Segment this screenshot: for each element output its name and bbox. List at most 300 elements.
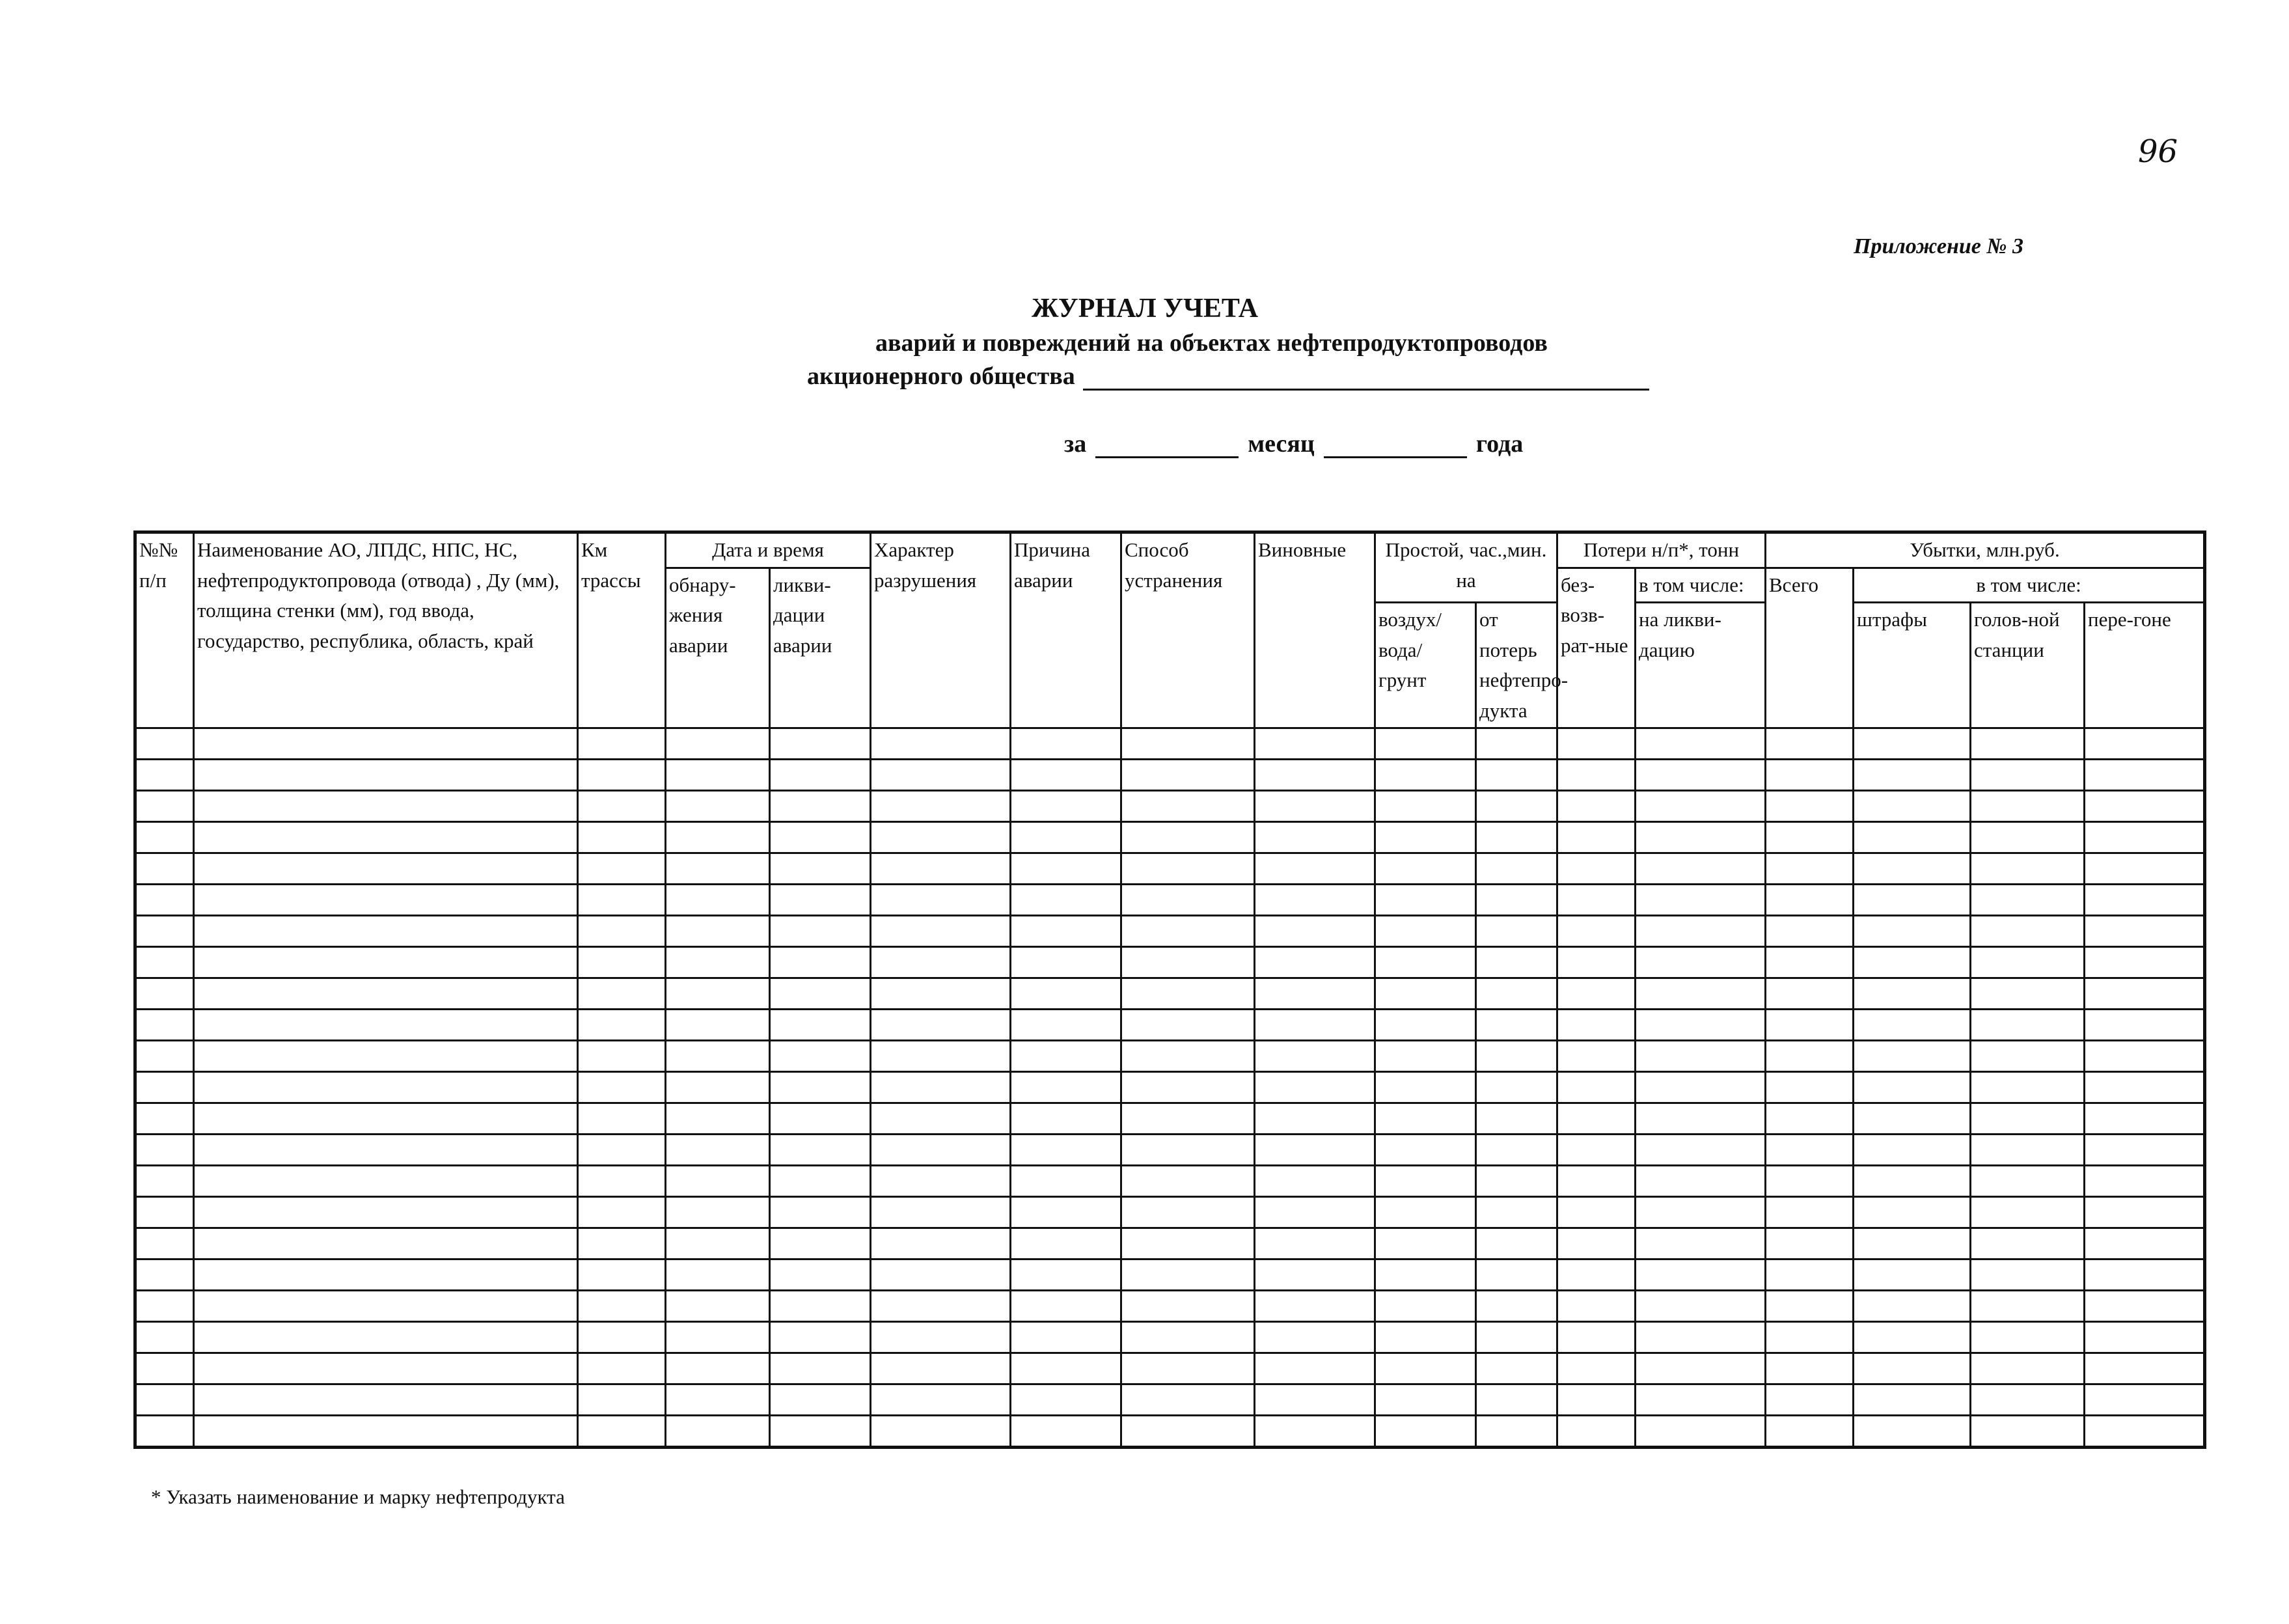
table-cell[interactable] [1375,1322,1476,1353]
table-cell[interactable] [1557,1259,1636,1291]
table-cell[interactable] [1011,1103,1121,1135]
table-cell[interactable] [666,1228,770,1259]
table-cell[interactable] [1557,1197,1636,1228]
table-cell[interactable] [194,1135,578,1166]
table-cell[interactable] [1557,1228,1636,1259]
table-cell[interactable] [1375,885,1476,916]
table-cell[interactable] [1121,1259,1255,1291]
table-cell[interactable] [1476,1228,1557,1259]
table-cell[interactable] [1766,1197,1854,1228]
table-cell[interactable] [2085,916,2205,947]
table-cell[interactable] [135,1072,194,1103]
table-cell[interactable] [1971,1166,2085,1197]
table-cell[interactable] [1971,885,2085,916]
table-cell[interactable] [135,1103,194,1135]
table-cell[interactable] [1375,1166,1476,1197]
table-cell[interactable] [1557,1103,1636,1135]
table-cell[interactable] [194,1416,578,1448]
table-cell[interactable] [770,1322,871,1353]
table-cell[interactable] [578,1228,666,1259]
table-cell[interactable] [871,1353,1011,1384]
table-cell[interactable] [1766,1228,1854,1259]
table-cell[interactable] [1375,853,1476,885]
table-cell[interactable] [1766,1259,1854,1291]
table-cell[interactable] [1766,1322,1854,1353]
table-cell[interactable] [871,1010,1011,1041]
table-cell[interactable] [1255,1197,1375,1228]
table-cell[interactable] [1255,1135,1375,1166]
table-cell[interactable] [1971,822,2085,853]
table-cell[interactable] [1636,1072,1766,1103]
table-cell[interactable] [1557,760,1636,791]
table-cell[interactable] [871,1197,1011,1228]
table-cell[interactable] [135,1322,194,1353]
table-cell[interactable] [1011,1166,1121,1197]
table-cell[interactable] [666,1353,770,1384]
table-cell[interactable] [770,885,871,916]
table-cell[interactable] [1636,947,1766,978]
table-cell[interactable] [2085,1103,2205,1135]
table-cell[interactable] [871,1041,1011,1072]
table-cell[interactable] [1971,1135,2085,1166]
table-cell[interactable] [1766,978,1854,1010]
table-cell[interactable] [1557,1353,1636,1384]
table-cell[interactable] [135,1197,194,1228]
table-cell[interactable] [1557,885,1636,916]
table-cell[interactable] [1121,760,1255,791]
table-cell[interactable] [578,853,666,885]
table-cell[interactable] [1011,1197,1121,1228]
table-cell[interactable] [1011,853,1121,885]
table-cell[interactable] [1255,1228,1375,1259]
table-cell[interactable] [1557,978,1636,1010]
table-cell[interactable] [1636,1228,1766,1259]
table-cell[interactable] [1636,1384,1766,1416]
table-cell[interactable] [770,916,871,947]
table-cell[interactable] [578,1384,666,1416]
table-cell[interactable] [135,853,194,885]
table-cell[interactable] [666,1322,770,1353]
table-cell[interactable] [2085,885,2205,916]
table-cell[interactable] [1766,760,1854,791]
table-cell[interactable] [194,947,578,978]
table-cell[interactable] [1766,885,1854,916]
table-cell[interactable] [1476,760,1557,791]
table-cell[interactable] [135,1041,194,1072]
table-cell[interactable] [1557,1322,1636,1353]
table-cell[interactable] [2085,1353,2205,1384]
table-cell[interactable] [2085,1010,2205,1041]
table-cell[interactable] [1854,1166,1971,1197]
table-cell[interactable] [1375,791,1476,822]
table-cell[interactable] [1476,1322,1557,1353]
table-cell[interactable] [871,1291,1011,1322]
table-cell[interactable] [1011,885,1121,916]
table-cell[interactable] [1255,1353,1375,1384]
table-cell[interactable] [871,947,1011,978]
table-cell[interactable] [1476,1041,1557,1072]
table-cell[interactable] [578,885,666,916]
table-cell[interactable] [1766,791,1854,822]
table-cell[interactable] [1121,1322,1255,1353]
table-cell[interactable] [194,1384,578,1416]
table-cell[interactable] [578,1103,666,1135]
table-cell[interactable] [1121,978,1255,1010]
table-cell[interactable] [1375,1010,1476,1041]
table-cell[interactable] [871,916,1011,947]
table-cell[interactable] [1476,885,1557,916]
table-cell[interactable] [1971,978,2085,1010]
table-cell[interactable] [194,1072,578,1103]
table-cell[interactable] [1476,728,1557,760]
table-cell[interactable] [1375,1291,1476,1322]
table-cell[interactable] [1476,1103,1557,1135]
table-cell[interactable] [1375,1384,1476,1416]
table-cell[interactable] [770,1041,871,1072]
table-cell[interactable] [2085,1228,2205,1259]
table-cell[interactable] [1636,1322,1766,1353]
table-cell[interactable] [1971,1228,2085,1259]
table-cell[interactable] [2085,1166,2205,1197]
table-cell[interactable] [1971,728,2085,760]
table-cell[interactable] [1476,1166,1557,1197]
table-cell[interactable] [666,1416,770,1448]
table-cell[interactable] [1854,947,1971,978]
table-cell[interactable] [1854,1135,1971,1166]
table-cell[interactable] [1766,1072,1854,1103]
table-cell[interactable] [1636,1197,1766,1228]
table-cell[interactable] [1476,1197,1557,1228]
table-cell[interactable] [1971,947,2085,978]
table-cell[interactable] [1011,1259,1121,1291]
table-cell[interactable] [1971,916,2085,947]
table-cell[interactable] [1476,791,1557,822]
table-cell[interactable] [194,1228,578,1259]
table-cell[interactable] [1636,1259,1766,1291]
table-cell[interactable] [135,978,194,1010]
table-cell[interactable] [1375,1197,1476,1228]
table-cell[interactable] [1766,1135,1854,1166]
table-cell[interactable] [1121,822,1255,853]
table-cell[interactable] [1121,1135,1255,1166]
table-cell[interactable] [1011,760,1121,791]
table-cell[interactable] [770,1166,871,1197]
table-cell[interactable] [1476,1010,1557,1041]
table-cell[interactable] [2085,1416,2205,1448]
table-cell[interactable] [578,916,666,947]
table-cell[interactable] [770,791,871,822]
table-cell[interactable] [1854,1103,1971,1135]
table-cell[interactable] [194,791,578,822]
table-cell[interactable] [1557,1416,1636,1448]
table-cell[interactable] [1636,1041,1766,1072]
table-cell[interactable] [578,728,666,760]
table-cell[interactable] [1476,947,1557,978]
table-cell[interactable] [1971,791,2085,822]
table-cell[interactable] [871,1259,1011,1291]
table-cell[interactable] [871,885,1011,916]
table-cell[interactable] [1971,853,2085,885]
table-cell[interactable] [194,1103,578,1135]
table-cell[interactable] [1255,1384,1375,1416]
table-cell[interactable] [1375,947,1476,978]
table-cell[interactable] [1476,1416,1557,1448]
table-cell[interactable] [871,1322,1011,1353]
table-cell[interactable] [1636,853,1766,885]
table-cell[interactable] [2085,1197,2205,1228]
table-cell[interactable] [194,1166,578,1197]
table-cell[interactable] [1121,1166,1255,1197]
table-cell[interactable] [1766,728,1854,760]
table-cell[interactable] [1375,1259,1476,1291]
table-cell[interactable] [1557,1166,1636,1197]
table-cell[interactable] [1476,978,1557,1010]
table-cell[interactable] [2085,947,2205,978]
table-cell[interactable] [1636,1103,1766,1135]
table-cell[interactable] [666,1197,770,1228]
table-cell[interactable] [1636,1291,1766,1322]
table-cell[interactable] [770,853,871,885]
table-cell[interactable] [1255,1166,1375,1197]
table-cell[interactable] [1636,1166,1766,1197]
table-cell[interactable] [1557,1135,1636,1166]
table-cell[interactable] [1971,1384,2085,1416]
table-cell[interactable] [1255,1416,1375,1448]
table-cell[interactable] [1255,728,1375,760]
table-cell[interactable] [194,1010,578,1041]
table-cell[interactable] [1011,1072,1121,1103]
table-cell[interactable] [2085,1384,2205,1416]
table-cell[interactable] [1476,916,1557,947]
table-cell[interactable] [1971,1416,2085,1448]
table-cell[interactable] [871,1135,1011,1166]
table-cell[interactable] [2085,1291,2205,1322]
table-cell[interactable] [1255,760,1375,791]
table-cell[interactable] [1476,1384,1557,1416]
table-cell[interactable] [1971,1291,2085,1322]
table-cell[interactable] [1255,978,1375,1010]
table-cell[interactable] [135,885,194,916]
table-cell[interactable] [194,822,578,853]
table-cell[interactable] [194,1291,578,1322]
table-cell[interactable] [1557,1041,1636,1072]
table-cell[interactable] [1375,822,1476,853]
table-cell[interactable] [871,1103,1011,1135]
table-cell[interactable] [666,728,770,760]
table-cell[interactable] [578,760,666,791]
table-cell[interactable] [1854,1353,1971,1384]
table-cell[interactable] [578,1041,666,1072]
table-cell[interactable] [194,885,578,916]
table-cell[interactable] [871,978,1011,1010]
table-cell[interactable] [666,1384,770,1416]
table-cell[interactable] [194,728,578,760]
society-blank-field[interactable] [1083,365,1649,391]
table-cell[interactable] [1255,853,1375,885]
table-cell[interactable] [194,760,578,791]
table-cell[interactable] [1636,1135,1766,1166]
table-cell[interactable] [135,791,194,822]
table-cell[interactable] [1636,978,1766,1010]
table-cell[interactable] [578,1291,666,1322]
table-cell[interactable] [578,1135,666,1166]
table-cell[interactable] [194,1259,578,1291]
table-cell[interactable] [1255,947,1375,978]
table-cell[interactable] [578,1416,666,1448]
table-cell[interactable] [666,1166,770,1197]
table-cell[interactable] [1557,822,1636,853]
table-cell[interactable] [770,728,871,760]
table-cell[interactable] [1854,1228,1971,1259]
table-cell[interactable] [871,1072,1011,1103]
table-cell[interactable] [1121,1197,1255,1228]
table-cell[interactable] [1854,1416,1971,1448]
table-cell[interactable] [1121,791,1255,822]
table-cell[interactable] [666,1072,770,1103]
table-cell[interactable] [770,1072,871,1103]
table-cell[interactable] [666,1010,770,1041]
table-cell[interactable] [578,978,666,1010]
table-cell[interactable] [1121,885,1255,916]
table-cell[interactable] [1375,760,1476,791]
table-cell[interactable] [1121,1384,1255,1416]
table-cell[interactable] [770,1010,871,1041]
table-cell[interactable] [1636,791,1766,822]
table-cell[interactable] [1375,916,1476,947]
table-cell[interactable] [1375,1416,1476,1448]
table-cell[interactable] [2085,791,2205,822]
table-cell[interactable] [1121,1353,1255,1384]
table-cell[interactable] [1255,1010,1375,1041]
table-cell[interactable] [1854,728,1971,760]
table-cell[interactable] [1971,1197,2085,1228]
table-cell[interactable] [1121,1291,1255,1322]
table-cell[interactable] [1971,1353,2085,1384]
table-cell[interactable] [1255,1291,1375,1322]
table-cell[interactable] [1011,728,1121,760]
table-cell[interactable] [2085,978,2205,1010]
table-cell[interactable] [1766,1166,1854,1197]
table-cell[interactable] [1121,1228,1255,1259]
table-cell[interactable] [666,1103,770,1135]
table-cell[interactable] [135,822,194,853]
table-cell[interactable] [1011,791,1121,822]
month-blank-field[interactable] [1095,433,1239,458]
table-cell[interactable] [578,1322,666,1353]
table-cell[interactable] [1255,885,1375,916]
table-cell[interactable] [2085,1135,2205,1166]
table-cell[interactable] [770,1197,871,1228]
table-cell[interactable] [1557,1291,1636,1322]
table-cell[interactable] [1854,760,1971,791]
table-cell[interactable] [666,853,770,885]
table-cell[interactable] [1766,853,1854,885]
table-cell[interactable] [871,1384,1011,1416]
table-cell[interactable] [1971,1103,2085,1135]
table-cell[interactable] [666,791,770,822]
table-cell[interactable] [871,822,1011,853]
table-cell[interactable] [2085,1072,2205,1103]
table-cell[interactable] [871,853,1011,885]
table-cell[interactable] [1971,1010,2085,1041]
table-cell[interactable] [1766,1103,1854,1135]
table-cell[interactable] [871,1228,1011,1259]
table-cell[interactable] [770,1384,871,1416]
year-blank-field[interactable] [1324,433,1467,458]
table-cell[interactable] [578,1010,666,1041]
table-cell[interactable] [194,1353,578,1384]
table-cell[interactable] [770,1353,871,1384]
table-cell[interactable] [2085,1322,2205,1353]
table-cell[interactable] [135,1353,194,1384]
table-cell[interactable] [1011,1416,1121,1448]
table-cell[interactable] [1476,1291,1557,1322]
table-cell[interactable] [1476,1072,1557,1103]
table-cell[interactable] [1121,853,1255,885]
table-cell[interactable] [871,791,1011,822]
table-cell[interactable] [194,916,578,947]
table-cell[interactable] [666,978,770,1010]
table-cell[interactable] [1636,760,1766,791]
table-cell[interactable] [2085,1259,2205,1291]
table-cell[interactable] [1557,1384,1636,1416]
table-cell[interactable] [1557,1072,1636,1103]
table-cell[interactable] [1375,1041,1476,1072]
table-cell[interactable] [1766,1353,1854,1384]
table-cell[interactable] [1557,947,1636,978]
table-cell[interactable] [666,760,770,791]
table-cell[interactable] [578,1259,666,1291]
table-cell[interactable] [1011,978,1121,1010]
table-cell[interactable] [1476,822,1557,853]
table-cell[interactable] [135,1259,194,1291]
table-cell[interactable] [135,1384,194,1416]
table-cell[interactable] [1476,1259,1557,1291]
table-cell[interactable] [1766,947,1854,978]
table-cell[interactable] [1971,1259,2085,1291]
table-cell[interactable] [194,1041,578,1072]
table-cell[interactable] [1854,822,1971,853]
table-cell[interactable] [770,947,871,978]
table-cell[interactable] [578,791,666,822]
table-cell[interactable] [1766,1384,1854,1416]
table-cell[interactable] [1766,1291,1854,1322]
table-cell[interactable] [1636,1010,1766,1041]
table-cell[interactable] [1636,1416,1766,1448]
table-cell[interactable] [1854,1197,1971,1228]
table-cell[interactable] [1011,1135,1121,1166]
table-cell[interactable] [1255,1041,1375,1072]
table-cell[interactable] [2085,760,2205,791]
table-cell[interactable] [1557,728,1636,760]
table-cell[interactable] [578,822,666,853]
table-cell[interactable] [1375,1353,1476,1384]
table-cell[interactable] [135,1010,194,1041]
table-cell[interactable] [1636,1353,1766,1384]
table-cell[interactable] [135,1291,194,1322]
table-cell[interactable] [1854,1072,1971,1103]
table-cell[interactable] [1121,947,1255,978]
table-cell[interactable] [578,1166,666,1197]
table-cell[interactable] [666,916,770,947]
table-cell[interactable] [666,1041,770,1072]
table-cell[interactable] [666,885,770,916]
table-cell[interactable] [1557,791,1636,822]
table-cell[interactable] [1121,1010,1255,1041]
table-cell[interactable] [1375,1103,1476,1135]
table-cell[interactable] [1766,822,1854,853]
table-cell[interactable] [770,1228,871,1259]
